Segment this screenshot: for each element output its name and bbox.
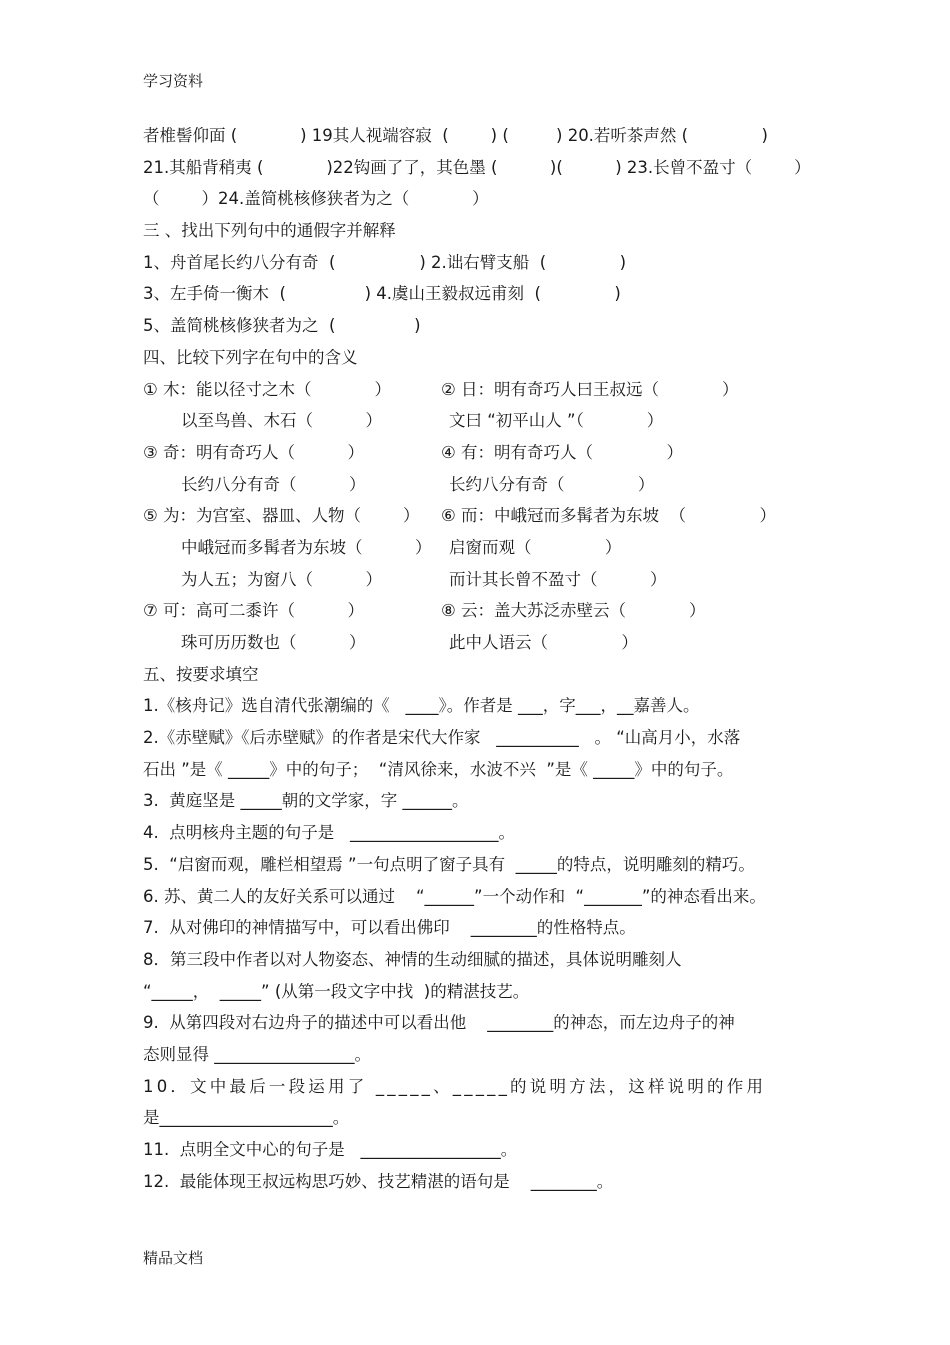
text-line: 1.《核舟记》选自清代张潮编的《 ____》。作者是 ___，字___，__嘉善人。 <box>143 696 700 716</box>
text-line: 21.其船背稍夷 ( )22钩画了了，其色墨 ( )( ) 23.长曾不盈寸（ ） <box>143 157 811 177</box>
text-line: 5、盖简桃核修狭者为之 ( ) <box>143 316 421 336</box>
text-line: 是_____________________。 <box>143 1108 350 1128</box>
compare-row <box>143 374 818 406</box>
compare-row <box>143 405 818 437</box>
text-line: 5. “启窗而观，雕栏相望焉 ”一句点明了窗子具有 _____的特点，说明雕刻的精巧。 <box>143 854 755 874</box>
text-line: 9. 从第四段对右边舟子的描述中可以看出他 ________的神态，而左边舟子的神 <box>143 1013 735 1033</box>
compare-row <box>143 437 818 469</box>
compare-left: 以至鸟兽、木石（ ） <box>181 411 382 431</box>
text-line: 石出 ”是《 _____》中的句子； “清风徐来，水波不兴 ”是《 _____》中的句子。 <box>143 759 734 779</box>
text-line: 3. 黄庭坚是 _____朝的文学家，字 ______。 <box>143 791 469 811</box>
text-line: “_____， _____” (从第一段文字中找 )的精湛技艺。 <box>143 981 530 1001</box>
compare-right: ⑥ 而：中峨冠而多髯者为东坡 （ ） <box>441 506 776 526</box>
text-line: 8．第三段中作者以对人物姿态、神情的生动细腻的描述，具体说明雕刻人 <box>143 949 682 969</box>
page-footer: 精品文档 <box>143 1249 204 1267</box>
compare-right: ⑧ 云：盖大苏泛赤壁云（ ） <box>441 601 706 621</box>
compare-left: ③ 奇：明有奇巧人（ ） <box>143 442 364 462</box>
compare-right: 而计其长曾不盈寸（ ） <box>449 569 667 589</box>
text-line: 12. 最能体现王叔远构思巧妙、技艺精湛的语句是 ________。 <box>143 1171 614 1191</box>
compare-right: 文曰 “初平山人 ”（ ） <box>449 411 664 431</box>
compare-row <box>143 627 818 659</box>
compare-row <box>143 564 818 596</box>
section-heading: 五、按要求填空 <box>143 664 259 684</box>
text-line: 7. 从对佛印的神情描写中，可以看出佛印 ________的性格特点。 <box>143 918 636 938</box>
text-line: 1、舟首尾长约八分有奇 ( ) 2.诎右臂支船 ( ) <box>143 252 627 272</box>
compare-row <box>143 469 818 501</box>
compare-right: ② 日：明有奇巧人曰王叔远（ ） <box>441 379 739 399</box>
section-heading: 三 、找出下列句中的通假字并解释 <box>143 221 396 241</box>
compare-left: ① 木：能以径寸之木（ ） <box>143 379 391 399</box>
text-line: 4. 点明核舟主题的句子是 __________________。 <box>143 823 515 843</box>
text-line: 11. 点明全文中心的句子是 _________________。 <box>143 1140 518 1159</box>
text-line: 态则显得 _________________。 <box>143 1044 371 1064</box>
page-header: 学习资料 <box>143 72 204 90</box>
compare-row <box>143 532 818 564</box>
text-line: 3、左手倚一衡木 ( ) 4.虞山王毅叔远甫刻 ( ) <box>143 284 621 304</box>
text-line: 2.《赤壁赋》《后赤壁赋》的作者是宋代大作家 __________ 。 “山高月小，水落 <box>143 728 741 748</box>
compare-left: 珠可历历数也（ ） <box>181 633 366 652</box>
compare-right: 启窗而观（ ） <box>449 537 622 557</box>
compare-left: ⑤ 为：为宫室、器皿、人物（ ） <box>143 506 420 526</box>
compare-row <box>143 500 818 532</box>
compare-row <box>143 595 818 627</box>
text-line: 10．文中最后一段运用了 _____、_____的说明方法，这样说明的作用 <box>143 1076 767 1096</box>
compare-right: 长约八分有奇（ ） <box>449 474 655 494</box>
section-heading: 四、比较下列字在句中的含义 <box>143 347 358 367</box>
compare-left: 为人五；为窗八（ ） <box>181 569 382 589</box>
worksheet-body <box>143 120 818 1197</box>
compare-left: ⑦ 可：高可二黍许（ ） <box>143 601 364 621</box>
compare-right: 此中人语云（ ） <box>449 633 638 652</box>
compare-right: ④ 有：明有奇巧人（ ） <box>441 442 683 462</box>
text-line: 6. 苏、黄二人的友好关系可以通过 “______”一个动作和 “_______”的神态看出来。 <box>143 886 766 906</box>
compare-left: 中峨冠而多髯者为东坡（ ） <box>181 537 432 557</box>
text-line: 者椎髻仰面 ( ) 19其人视端容寂 ( ) ( ) 20.若听茶声然 ( ) <box>143 126 768 145</box>
compare-left: 长约八分有奇（ ） <box>181 474 366 494</box>
text-line: （ ）24.盖简桃核修狭者为之（ ） <box>143 189 489 209</box>
